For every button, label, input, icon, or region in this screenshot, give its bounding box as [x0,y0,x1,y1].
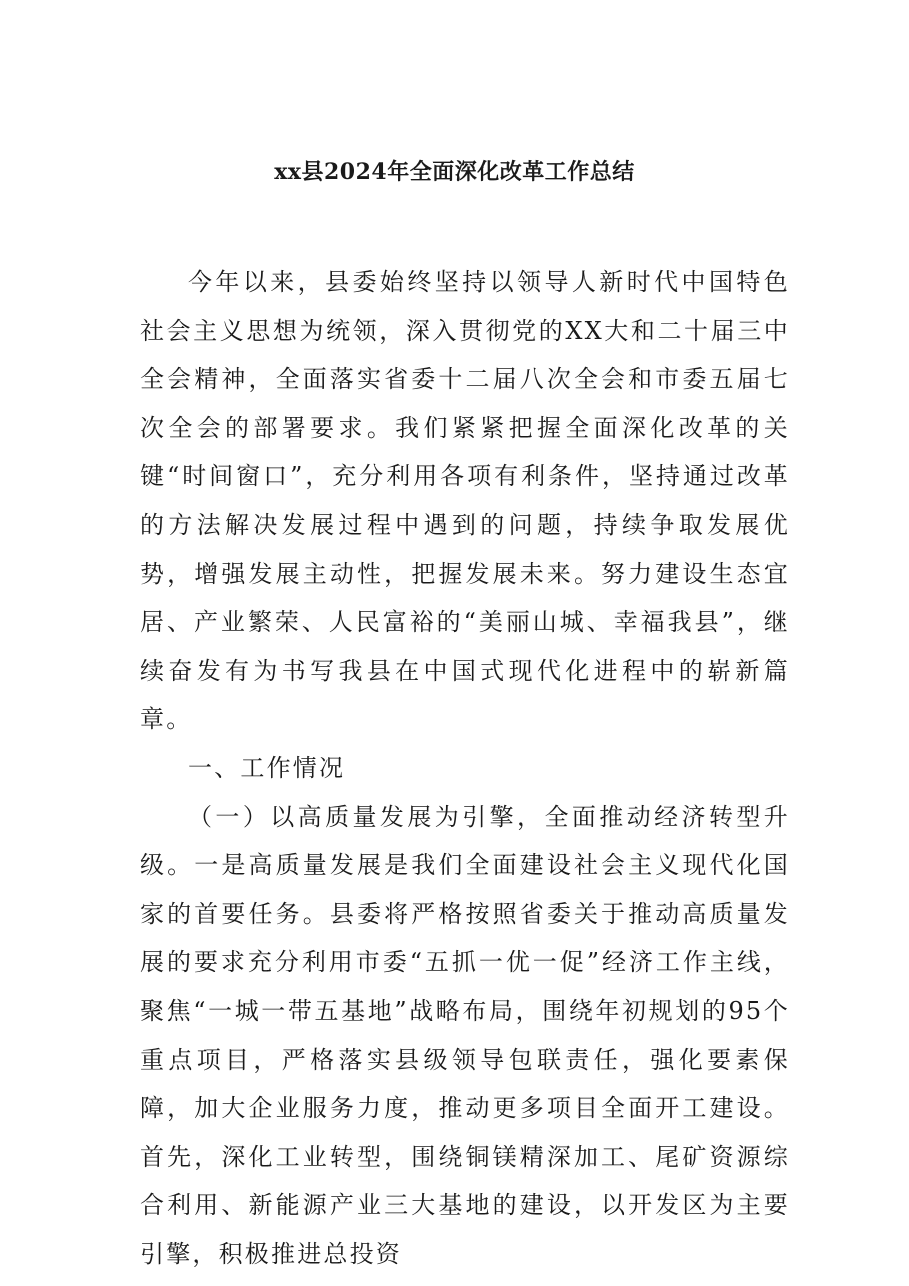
document-body [140,258,790,1278]
section-heading: 一、工作情况 [188,753,346,782]
document-title: xx县2024年全面深化改革工作总结 [274,159,635,185]
subsection-paragraph: （一）以高质量发展为引擎，全面推动经济转型升级。一是高质量发展是我们全面建设社会主义现代化国家的首要任务。县委将严格按照省委关于推动高质量发展的要求充分利用市委“五抓一优一促”经济工作主线，聚焦“一城一带五基地”战略布局，围绕年初规划的95个重点项目，严格落实县级领导包联责任，强化要素保障，加大企业服务力度，推动更多项目全面开工建设。首先，深化工业转型，围绕铜镁精深加工、尾矿资源综合利用、新能源产业三大基地的建设，以开发区为主要引擎，积极推进总投资 [140,802,790,1268]
intro-paragraph: 今年以来，县委始终坚持以领导人新时代中国特色社会主义思想为统领，深入贯彻党的XX大和二十届三中全会精神，全面落实省委十二届八次全会和市委五届七次全会的部署要求。我们紧紧把握全面深化改革的关键“时间窗口”，充分利用各项有利条件，坚持通过改革的方法解决发展过程中遇到的问题，持续争取发展优势，增强发展主动性，把握发展未来。努力建设生态宜居、产业繁荣、人民富裕的“美丽山城、幸福我县”，继续奋发有为书写我县在中国式现代化进程中的崭新篇章。 [140,268,790,734]
